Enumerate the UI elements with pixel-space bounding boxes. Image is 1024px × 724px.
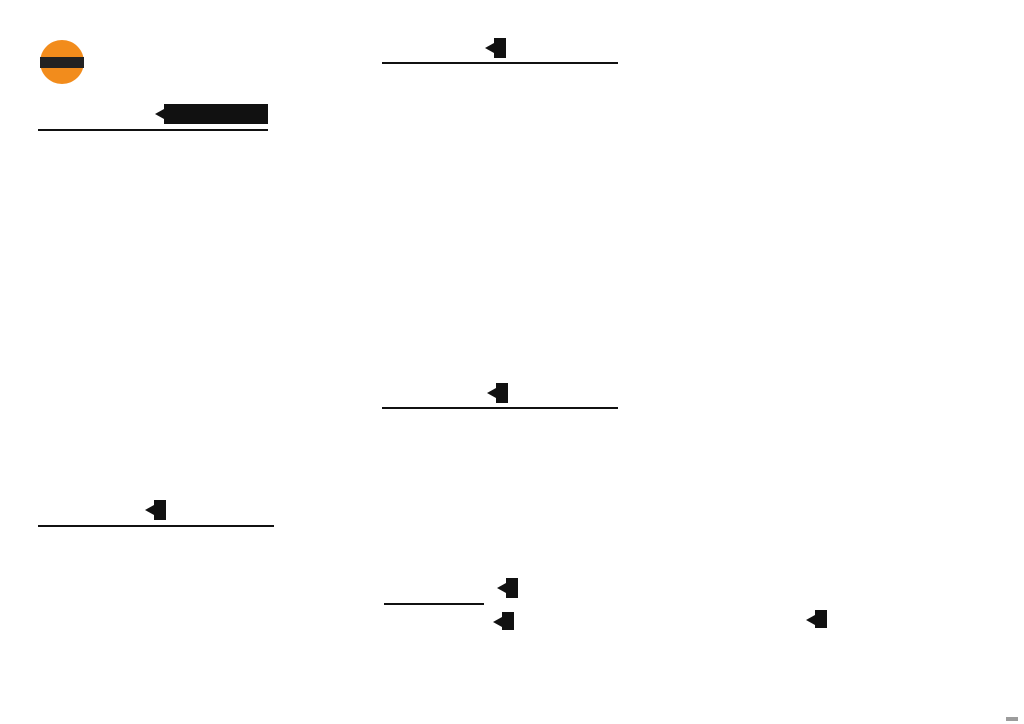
how_to-tag bbox=[506, 578, 518, 598]
menu-item bbox=[38, 315, 268, 336]
menu-item bbox=[382, 153, 618, 174]
milk_tea-underline bbox=[38, 129, 268, 131]
how_to-underline bbox=[384, 603, 484, 605]
menu-item bbox=[38, 212, 268, 233]
menu-item bbox=[38, 603, 274, 624]
menu-item bbox=[38, 191, 268, 212]
sugar-tag bbox=[502, 612, 514, 630]
menu-item bbox=[382, 431, 618, 452]
menu-item bbox=[382, 112, 618, 133]
menu-item bbox=[382, 298, 618, 319]
menu-item bbox=[38, 397, 268, 418]
menu-item bbox=[382, 215, 618, 236]
menu-item bbox=[382, 195, 618, 216]
milk_cover-tag bbox=[154, 500, 166, 520]
menu-item bbox=[382, 452, 618, 473]
menu-item bbox=[38, 562, 274, 583]
menu-item bbox=[38, 377, 268, 398]
menu-item bbox=[38, 335, 268, 356]
menu-item bbox=[38, 150, 268, 171]
xiancao-underline bbox=[382, 407, 618, 409]
menu-item bbox=[38, 624, 274, 645]
menu-item bbox=[382, 277, 618, 298]
menu-item bbox=[38, 418, 268, 439]
menu-item bbox=[38, 171, 268, 192]
brand-logo bbox=[40, 40, 84, 84]
ice-tag bbox=[815, 610, 827, 628]
menu-item bbox=[382, 534, 618, 555]
menu-item bbox=[382, 256, 618, 277]
current_adjust-underline bbox=[382, 62, 618, 64]
menu-item bbox=[382, 472, 618, 493]
menu-item bbox=[382, 339, 618, 360]
menu-item bbox=[382, 92, 618, 113]
menu-item bbox=[382, 174, 618, 195]
menu-item bbox=[38, 459, 268, 480]
current_adjust-tag bbox=[494, 38, 506, 58]
menu-item bbox=[38, 294, 268, 315]
watermark-bar bbox=[0, 700, 1024, 724]
milk_cover-underline bbox=[38, 525, 274, 527]
menu-item bbox=[38, 665, 274, 686]
watermark-right bbox=[1006, 717, 1018, 721]
menu-item bbox=[38, 232, 268, 253]
menu-item bbox=[38, 274, 268, 295]
milk_tea-tag bbox=[164, 104, 268, 124]
xiancao-tag bbox=[496, 383, 508, 403]
menu-item bbox=[38, 583, 274, 604]
menu-item bbox=[382, 513, 618, 534]
menu-item bbox=[382, 133, 618, 154]
menu-item bbox=[382, 236, 618, 257]
menu-item bbox=[38, 438, 268, 459]
menu-item bbox=[382, 493, 618, 514]
menu-item bbox=[38, 644, 274, 665]
menu-item bbox=[38, 356, 268, 377]
menu-item bbox=[38, 253, 268, 274]
menu-item bbox=[382, 71, 618, 92]
menu-item bbox=[382, 318, 618, 339]
